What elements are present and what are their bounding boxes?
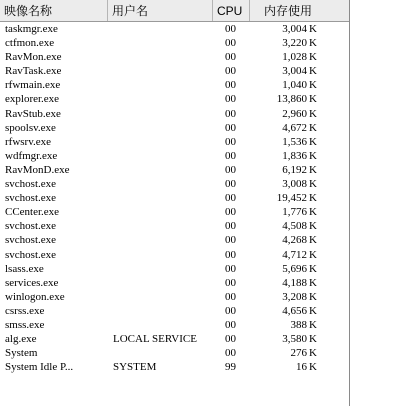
process-memory-unit: K	[309, 234, 317, 247]
process-memory: 1,040	[282, 79, 307, 92]
process-memory: 1,776	[282, 206, 307, 219]
process-row[interactable]	[0, 163, 349, 177]
process-memory-unit: K	[309, 304, 317, 317]
process-image-name: smss.exe	[5, 318, 45, 331]
process-cpu: 00	[225, 107, 236, 120]
process-cpu: 00	[225, 276, 236, 289]
process-user-name: SYSTEM	[113, 361, 157, 374]
process-image-name: csrss.exe	[5, 304, 45, 317]
process-memory: 4,268	[282, 234, 307, 247]
process-image-name: taskmgr.exe	[5, 23, 58, 35]
process-memory: 4,188	[282, 276, 307, 289]
process-memory: 2,960	[282, 107, 307, 120]
process-memory: 3,004	[282, 23, 307, 35]
process-memory-unit: K	[309, 37, 317, 50]
process-memory-unit: K	[309, 333, 317, 346]
process-memory-unit: K	[309, 93, 317, 106]
process-cpu: 00	[225, 93, 236, 106]
process-memory: 3,208	[282, 290, 307, 303]
column-header-image-name[interactable]: 映像名称	[0, 0, 108, 21]
process-row[interactable]	[0, 135, 349, 149]
process-memory: 16	[296, 361, 307, 374]
process-memory-unit: K	[309, 248, 317, 261]
process-memory: 4,712	[282, 248, 307, 261]
process-memory: 4,508	[282, 220, 307, 233]
process-memory-unit: K	[309, 178, 317, 191]
process-cpu: 00	[225, 135, 236, 148]
column-header-memory-usage[interactable]: 内存使用	[264, 4, 313, 18]
process-cpu: 00	[225, 192, 236, 205]
process-row[interactable]	[0, 233, 349, 247]
process-cpu: 99	[225, 361, 236, 374]
process-row[interactable]	[0, 262, 349, 276]
process-memory: 3,008	[282, 178, 307, 191]
process-image-name: explorer.exe	[5, 93, 60, 106]
process-memory-unit: K	[309, 347, 317, 360]
process-image-name: svchost.exe	[5, 192, 57, 205]
process-row[interactable]	[0, 64, 349, 78]
list-right-border	[349, 0, 350, 406]
process-image-name: lsass.exe	[5, 262, 44, 275]
process-memory-unit: K	[309, 121, 317, 134]
process-memory-unit: K	[309, 23, 317, 35]
process-cpu: 00	[225, 234, 236, 247]
process-image-name: svchost.exe	[5, 220, 57, 233]
process-memory: 3,220	[282, 37, 307, 50]
process-cpu: 00	[225, 333, 236, 346]
process-row[interactable]	[0, 346, 349, 360]
process-image-name: rfwsrv.exe	[5, 135, 52, 148]
process-row[interactable]	[0, 22, 349, 36]
process-cpu: 00	[225, 262, 236, 275]
process-image-name: spoolsv.exe	[5, 121, 56, 134]
process-memory-unit: K	[309, 220, 317, 233]
process-row[interactable]	[0, 290, 349, 304]
process-row[interactable]	[0, 191, 349, 205]
process-row[interactable]	[0, 107, 349, 121]
column-header-cpu[interactable]: CPU	[213, 0, 250, 21]
process-memory-unit: K	[309, 149, 317, 162]
process-memory: 1,536	[282, 135, 307, 148]
process-image-name: System Idle P...	[5, 361, 74, 374]
process-row[interactable]	[0, 276, 349, 290]
process-cpu: 00	[225, 37, 236, 50]
process-memory-unit: K	[309, 135, 317, 148]
process-image-name: RavTask.exe	[5, 65, 62, 78]
process-memory-unit: K	[309, 276, 317, 289]
process-cpu: 00	[225, 206, 236, 219]
process-cpu: 00	[225, 79, 236, 92]
process-row[interactable]	[0, 50, 349, 64]
process-memory-unit: K	[309, 163, 317, 176]
process-memory-unit: K	[309, 290, 317, 303]
process-memory: 4,672	[282, 121, 307, 134]
column-header-user-name[interactable]: 用户名	[108, 0, 213, 21]
process-row[interactable]	[0, 219, 349, 233]
process-cpu: 00	[225, 318, 236, 331]
process-image-name: svchost.exe	[5, 178, 57, 191]
process-image-name: System	[5, 347, 38, 360]
process-memory: 3,580	[282, 333, 307, 346]
process-image-name: services.exe	[5, 276, 59, 289]
process-memory-unit: K	[309, 79, 317, 92]
process-cpu: 00	[225, 290, 236, 303]
process-row[interactable]	[0, 332, 349, 346]
process-memory: 4,656	[282, 304, 307, 317]
process-memory-unit: K	[309, 65, 317, 78]
process-image-name: CCenter.exe	[5, 206, 60, 219]
column-header-row	[0, 0, 349, 22]
process-image-name: wdfmgr.exe	[5, 149, 58, 162]
process-memory-unit: K	[309, 262, 317, 275]
process-cpu: 00	[225, 65, 236, 78]
process-rows	[0, 22, 349, 374]
process-cpu: 00	[225, 178, 236, 191]
process-cpu: 00	[225, 51, 236, 64]
process-memory: 6,192	[282, 163, 307, 176]
process-image-name: svchost.exe	[5, 248, 57, 261]
process-row[interactable]	[0, 177, 349, 191]
process-cpu: 00	[225, 23, 236, 35]
process-cpu: 00	[225, 347, 236, 360]
process-memory: 13,860	[276, 93, 307, 106]
process-row[interactable]	[0, 205, 349, 219]
process-image-name: RavStub.exe	[5, 107, 61, 120]
process-cpu: 00	[225, 304, 236, 317]
process-image-name: svchost.exe	[5, 234, 57, 247]
process-row[interactable]	[0, 360, 349, 374]
process-row[interactable]	[0, 36, 349, 50]
process-memory-unit: K	[309, 361, 317, 374]
process-memory: 388	[290, 318, 307, 331]
process-memory-unit: K	[309, 192, 317, 205]
process-row[interactable]	[0, 149, 349, 163]
process-memory: 19,452	[276, 192, 307, 205]
process-memory: 1,028	[282, 51, 307, 64]
process-memory-unit: K	[309, 107, 317, 120]
process-image-name: RavMonD.exe	[5, 163, 70, 176]
process-cpu: 00	[225, 248, 236, 261]
process-row[interactable]	[0, 318, 349, 332]
process-image-name: alg.exe	[5, 333, 37, 346]
process-row[interactable]	[0, 92, 349, 106]
process-image-name: winlogon.exe	[5, 290, 65, 303]
process-cpu: 00	[225, 163, 236, 176]
process-memory: 276	[290, 347, 307, 360]
process-memory-unit: K	[309, 318, 317, 331]
process-row[interactable]	[0, 304, 349, 318]
process-cpu: 00	[225, 220, 236, 233]
process-user-name: LOCAL SERVICE	[113, 333, 197, 346]
process-memory: 1,836	[282, 149, 307, 162]
process-row[interactable]	[0, 78, 349, 92]
process-image-name: rfwmain.exe	[5, 79, 61, 92]
process-cpu: 00	[225, 149, 236, 162]
process-row[interactable]	[0, 121, 349, 135]
process-row[interactable]	[0, 248, 349, 262]
process-memory: 3,004	[282, 65, 307, 78]
process-image-name: RavMon.exe	[5, 51, 62, 64]
process-memory-unit: K	[309, 51, 317, 64]
process-image-name: ctfmon.exe	[5, 37, 55, 50]
process-cpu: 00	[225, 121, 236, 134]
process-memory: 5,696	[282, 262, 307, 275]
process-memory-unit: K	[309, 206, 317, 219]
